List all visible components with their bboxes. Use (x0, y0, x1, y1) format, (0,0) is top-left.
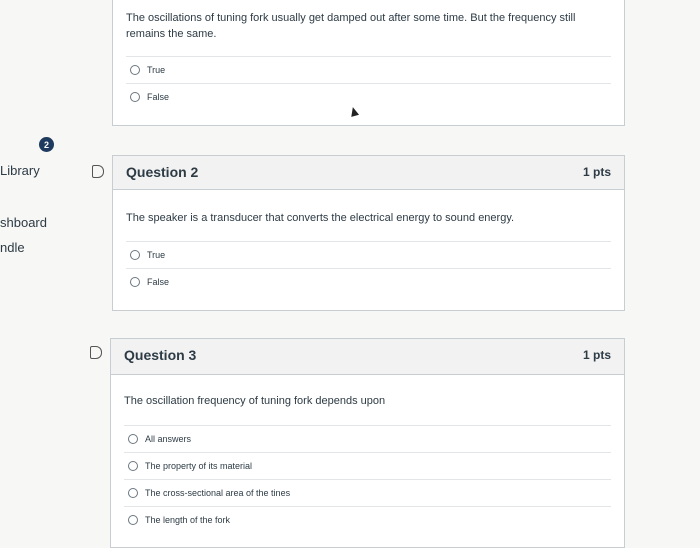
answer-label: The property of its material (145, 460, 253, 471)
question-card-3 (110, 338, 625, 548)
question-title: Question 2 (126, 164, 199, 180)
question-points: 1 pts (582, 348, 611, 362)
question-title: Question 3 (124, 347, 197, 363)
answer-label: All answers (145, 433, 192, 444)
question-points: 1 pts (582, 165, 611, 179)
radio-button[interactable] (130, 65, 140, 75)
answer-label: The length of the fork (145, 514, 231, 525)
nav-item-bundle[interactable]: ndle (0, 240, 25, 255)
radio-button[interactable] (128, 434, 138, 444)
nav-item-library[interactable]: Library (0, 163, 40, 178)
answer-option[interactable] (124, 479, 611, 505)
radio-button[interactable] (128, 488, 138, 498)
radio-button[interactable] (130, 277, 140, 287)
radio-button[interactable] (128, 515, 138, 525)
answer-option[interactable] (126, 268, 611, 294)
answer-option[interactable] (126, 241, 611, 267)
radio-button[interactable] (130, 250, 140, 260)
answer-label: True (147, 249, 166, 260)
question-card-1 (112, 0, 625, 126)
question-header (111, 339, 624, 375)
nav-item-dashboard[interactable]: shboard (0, 215, 47, 230)
answer-option[interactable] (124, 452, 611, 478)
bookmark-icon[interactable] (92, 165, 104, 178)
question-text: The oscillation frequency of tuning fork depends upon (124, 395, 386, 407)
answer-option[interactable] (124, 506, 611, 532)
question-text: The oscillations of tuning fork usually get damped out after some time. But the frequency still remains the same. (126, 12, 576, 40)
answer-option[interactable] (124, 425, 611, 451)
question-card-2 (112, 155, 625, 311)
bookmark-icon[interactable] (90, 346, 102, 359)
radio-button[interactable] (130, 92, 140, 102)
question-header (113, 156, 624, 190)
answer-label: The cross-sectional area of the tines (145, 487, 291, 498)
answer-label: False (147, 91, 170, 102)
notification-badge[interactable]: 2 (39, 137, 54, 152)
answer-option[interactable] (126, 56, 611, 82)
answer-label: True (147, 64, 166, 75)
radio-button[interactable] (128, 461, 138, 471)
question-text: The speaker is a transducer that converts the electrical energy to sound energy. (126, 212, 515, 224)
answer-label: False (147, 276, 170, 287)
answer-option[interactable] (126, 83, 611, 109)
